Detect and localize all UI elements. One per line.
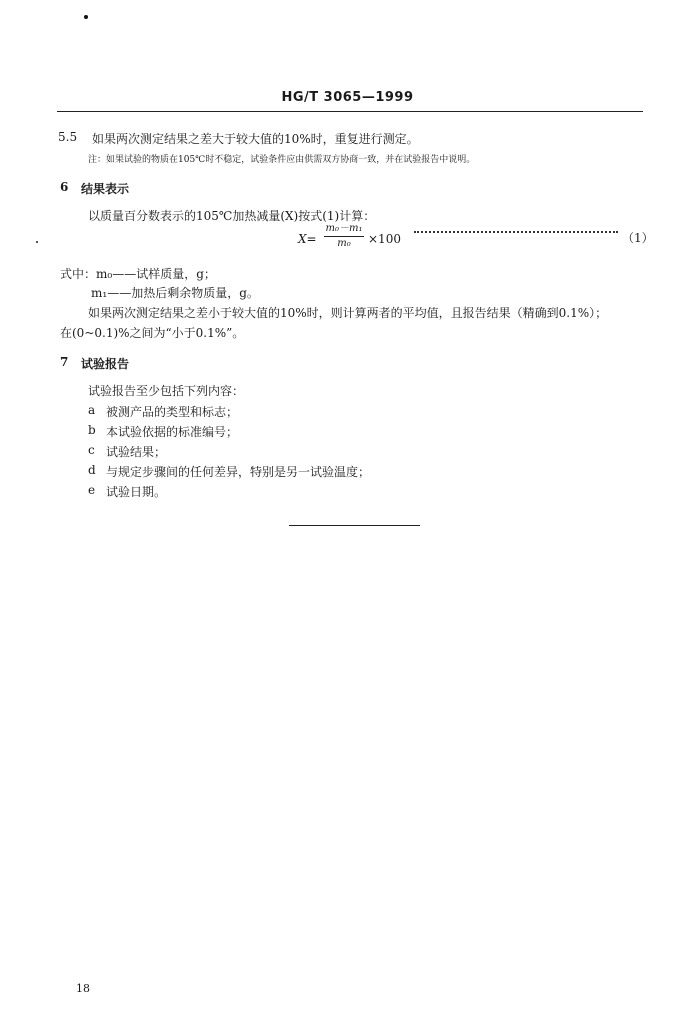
header-rule (57, 111, 643, 112)
section-6-para-line2: 在(0~0.1)%之间为“小于0.1%”。 (60, 326, 245, 340)
fraction-bar (324, 236, 364, 237)
section-7-title: 试验报告 (81, 357, 130, 371)
section-7-intro: 试验报告至少包括下列内容： (88, 384, 245, 398)
section-7-number: 7 (60, 355, 69, 369)
formula-multiplier: ×100 (368, 232, 401, 246)
list-label-d: d (88, 463, 96, 477)
formula-fraction (324, 223, 364, 250)
list-label-a: a (88, 403, 96, 417)
clause-5-5-note: 注：如果试验的物质在105℃时不稳定，试验条件应由供需双方协商一致，并在试验报告中说明。 (88, 155, 476, 165)
where-m1: m₁——加热后剩余物质量，g。 (91, 286, 259, 300)
list-item-c: 试验结果； (106, 445, 167, 459)
section-6-number: 6 (60, 180, 69, 194)
section-6-para-line1: 如果两次测定结果之差小于较大值的10%时，则计算两者的平均值，且报告结果（精确到0.1%）； (88, 306, 608, 320)
scan-mark (84, 15, 88, 19)
header-standard-code: HG/T 3065—1999 (281, 90, 414, 105)
list-item-b: 本试验依据的标准编号； (106, 425, 239, 439)
formula-lhs: X= (298, 232, 317, 246)
formula-numerator: m₀－m₁ (325, 223, 363, 234)
end-of-standard-rule (289, 525, 420, 526)
where-m0: 式中：m₀——试样质量，g； (60, 267, 216, 281)
dot-leader (414, 231, 618, 233)
list-label-c: c (88, 443, 95, 457)
page-number: 18 (76, 982, 90, 995)
clause-5-5-text: 如果两次测定结果之差大于较大值的10%时，重复进行测定。 (92, 132, 419, 146)
formula-denominator: m₀ (337, 238, 351, 249)
list-label-e: e (88, 483, 96, 497)
equation-number: （1） (622, 231, 654, 245)
list-item-e: 试验日期。 (106, 485, 167, 499)
section-6-intro: 以质量百分数表示的105℃加热减量(X)按式(1)计算： (88, 209, 376, 223)
list-item-a: 被测产品的类型和标志； (106, 405, 239, 419)
clause-5-5-number: 5.5 (58, 130, 78, 144)
list-item-d: 与规定步骤间的任何差异，特别是另一试验温度； (106, 465, 371, 479)
list-label-b: b (88, 423, 96, 437)
section-6-title: 结果表示 (81, 182, 130, 196)
scan-speck (36, 241, 38, 243)
